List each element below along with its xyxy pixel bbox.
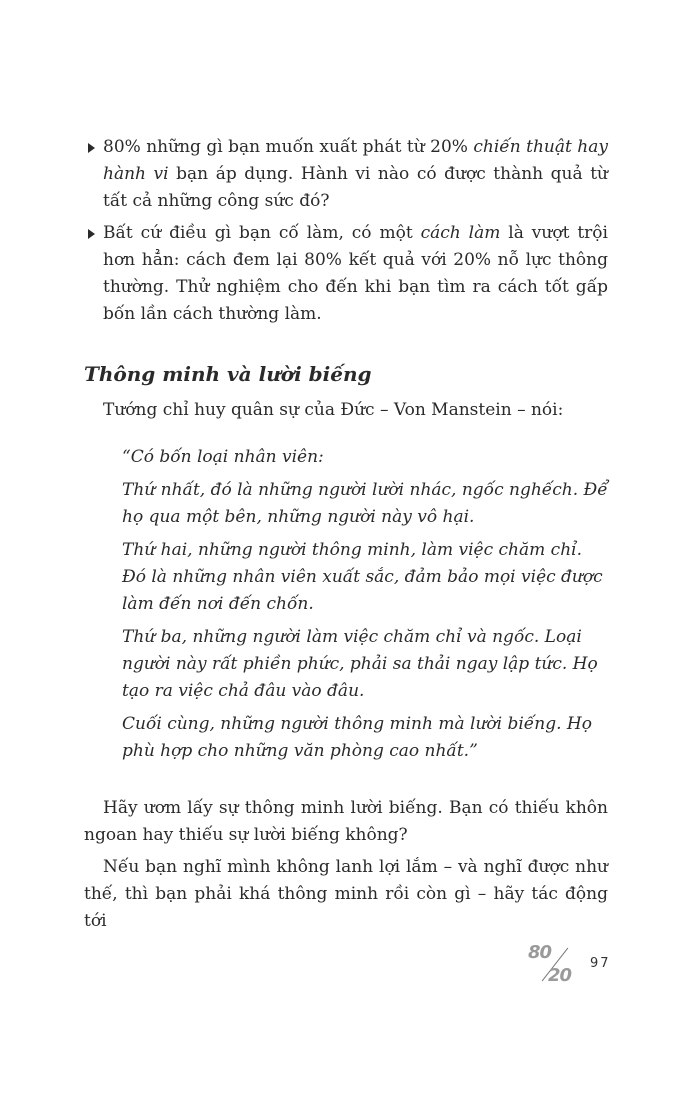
quote-line: Thứ hai, những người thông minh, làm việc chăm chỉ. Đó là những nhân viên xuất sắc, đảm bảo mọi việc được làm đến nơi đến chốn. — [122, 540, 603, 614]
page-body — [84, 134, 608, 935]
intro-text: Tướng chỉ huy quân sự của Đức – Von Manstein – nói: — [103, 400, 564, 420]
body-paragraph: Hãy ươm lấy sự thông minh lười biếng. Bạn có thiếu khôn ngoan hay thiếu sự lười biếng không? — [84, 798, 608, 845]
bullet-item — [84, 134, 608, 215]
bullet-item — [84, 220, 608, 328]
book-logo — [524, 942, 580, 990]
quote-line: Thứ nhất, đó là những người lười nhác, ngốc nghếch. Để họ qua một bên, những người này vô hại. — [122, 480, 608, 527]
page-number: 97 — [590, 956, 611, 971]
bullet-text: 80% những gì bạn muốn xuất phát từ 20% chiến thuật hay hành vi bạn áp dụng. Hành vi nào có được thành quả từ tất cả những công sức đó? — [103, 137, 608, 211]
body-paragraph: Nếu bạn nghĩ mình không lanh lợi lắm – và nghĩ được như thế, thì bạn phải khá thông minh rồi còn gì – hãy tác động tới — [84, 857, 608, 931]
page-footer — [524, 942, 614, 992]
logo-top-number: 80 — [528, 942, 552, 963]
bullet-text: Bất cứ điều gì bạn cố làm, có một cách làm là vượt trội hơn hẳn: cách đem lại 80% kết quả với 20% nỗ lực thông thường. Thử nghiệm cho đến khi bạn tìm ra cách tốt gấp bốn lần cách thường làm. — [103, 223, 608, 324]
section-title: Thông minh và lười biếng — [84, 362, 372, 386]
logo-bottom-number: 20 — [548, 965, 572, 986]
block-quote — [122, 444, 608, 765]
triangle-bullet-icon — [88, 143, 95, 153]
quote-line: “Có bốn loại nhân viên: — [122, 447, 324, 467]
triangle-bullet-icon — [88, 229, 95, 239]
quote-line: Thứ ba, những người làm việc chăm chỉ và ngốc. Loại người này rất phiền phức, phải sa thải ngay lập tức. Họ tạo ra việc chả đâu vào đâu. — [122, 627, 598, 701]
quote-line: Cuối cùng, những người thông minh mà lười biếng. Họ phù hợp cho những văn phòng cao nhất.” — [122, 714, 592, 761]
